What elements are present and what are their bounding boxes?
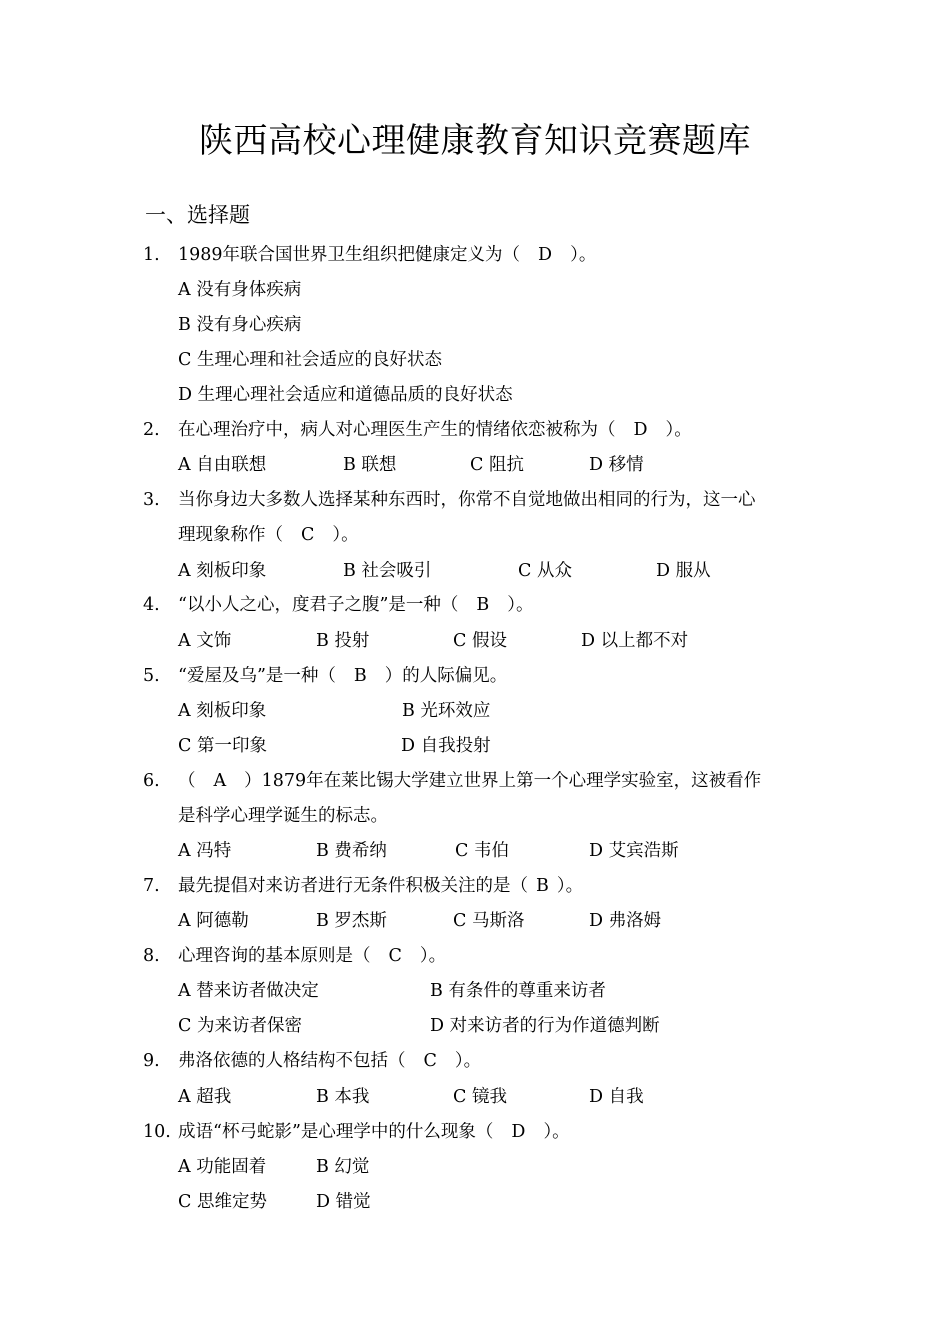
option-item: A 没有身体疾病 xyxy=(178,280,302,300)
option-item: A 功能固着 xyxy=(178,1157,267,1177)
option-item: A 超我 xyxy=(178,1087,232,1107)
question-number: 5. xyxy=(143,666,160,686)
option-item: A 自由联想 xyxy=(178,455,267,475)
question-stem: 当你身边大多数人选择某种东西时，你常不自觉地做出相同的行为，这一心 xyxy=(178,490,756,510)
option-item: D 艾宾浩斯 xyxy=(589,841,679,861)
option-item: C 第一印象 xyxy=(178,736,267,756)
option-item: C 镜我 xyxy=(453,1087,507,1107)
option-item: A 阿德勒 xyxy=(178,911,249,931)
question-number: 6. xyxy=(143,771,160,791)
question-stem: 在心理治疗中，病人对心理医生产生的情绪依恋被称为（ D ）。 xyxy=(178,417,692,443)
question-stem-continued: 是科学心理学诞生的标志。 xyxy=(178,806,388,826)
question-number: 2. xyxy=(143,420,160,440)
answer-key: D xyxy=(511,1122,526,1142)
question-number: 3. xyxy=(143,490,160,510)
option-item: C 韦伯 xyxy=(455,841,509,861)
option-item: B 光环效应 xyxy=(402,701,491,721)
option-item: D 自我投射 xyxy=(401,736,491,756)
option-item: A 刻板印象 xyxy=(178,561,267,581)
answer-key: B xyxy=(536,876,549,896)
answer-key: A xyxy=(213,771,227,791)
question-number: 4. xyxy=(143,595,160,615)
question-stem: “以小人之心，度君子之腹”是一种（ B ）。 xyxy=(178,592,534,618)
option-item: D 移情 xyxy=(589,455,644,475)
section-heading: 一、选择题 xyxy=(145,203,250,227)
answer-key: C xyxy=(301,525,315,545)
question-stem: （ A ）1879年在莱比锡大学建立世界上第一个心理学实验室，这被看作 xyxy=(178,768,761,794)
option-item: C 假设 xyxy=(453,631,507,651)
question-stem: 弗洛依德的人格结构不包括（ C ）。 xyxy=(178,1048,481,1074)
document-title: 陕西高校心理健康教育知识竞赛题库 xyxy=(199,121,751,161)
option-item: B 社会吸引 xyxy=(343,561,432,581)
option-item: D 以上都不对 xyxy=(581,631,689,651)
option-item: B 幻觉 xyxy=(316,1157,370,1177)
answer-key: B xyxy=(476,595,490,615)
option-item: B 有条件的尊重来访者 xyxy=(430,981,606,1001)
question-number: 7. xyxy=(143,876,160,896)
option-item: D 生理心理社会适应和道德品质的良好状态 xyxy=(178,385,513,405)
question-stem: 成语“杯弓蛇影”是心理学中的什么现象（ D ）。 xyxy=(178,1119,570,1145)
option-item: C 思维定势 xyxy=(178,1192,267,1212)
option-item: A 刻板印象 xyxy=(178,701,267,721)
question-stem: 1989年联合国世界卫生组织把健康定义为（ D ）。 xyxy=(178,242,596,268)
option-item: C 生理心理和社会适应的良好状态 xyxy=(178,350,442,370)
option-item: A 冯特 xyxy=(178,841,232,861)
answer-key: C xyxy=(423,1051,437,1071)
question-stem: “爱屋及乌”是一种（ B ）的人际偏见。 xyxy=(178,663,507,689)
question-number: 8. xyxy=(143,946,160,966)
option-item: D 服从 xyxy=(656,561,711,581)
option-item: B 费希纳 xyxy=(316,841,387,861)
option-item: B 投射 xyxy=(316,631,370,651)
option-item: A 文饰 xyxy=(178,631,232,651)
option-item: C 为来访者保密 xyxy=(178,1016,302,1036)
option-item: B 罗杰斯 xyxy=(316,911,387,931)
option-item: C 阻抗 xyxy=(470,455,524,475)
answer-key: B xyxy=(353,666,367,686)
question-number: 1. xyxy=(143,245,160,265)
option-item: D 弗洛姆 xyxy=(589,911,662,931)
answer-key: C xyxy=(388,946,402,966)
option-item: B 本我 xyxy=(316,1087,370,1107)
answer-key: D xyxy=(633,420,648,440)
option-item: D 自我 xyxy=(589,1087,644,1107)
question-number: 9. xyxy=(143,1051,160,1071)
option-item: D 错觉 xyxy=(316,1192,371,1212)
question-stem-continued: 理现象称作（ C ）。 xyxy=(178,522,359,548)
option-item: B 联想 xyxy=(343,455,397,475)
question-stem: 心理咨询的基本原则是（ C ）。 xyxy=(178,943,446,969)
answer-key: D xyxy=(538,245,553,265)
option-item: B 没有身心疾病 xyxy=(178,315,302,335)
question-stem: 最先提倡对来访者进行无条件积极关注的是（ B ）。 xyxy=(178,873,583,899)
question-number: 10. xyxy=(143,1122,171,1142)
option-item: C 马斯洛 xyxy=(453,911,525,931)
option-item: C 从众 xyxy=(518,561,572,581)
option-item: D 对来访者的行为作道德判断 xyxy=(430,1016,660,1036)
option-item: A 替来访者做决定 xyxy=(178,981,319,1001)
